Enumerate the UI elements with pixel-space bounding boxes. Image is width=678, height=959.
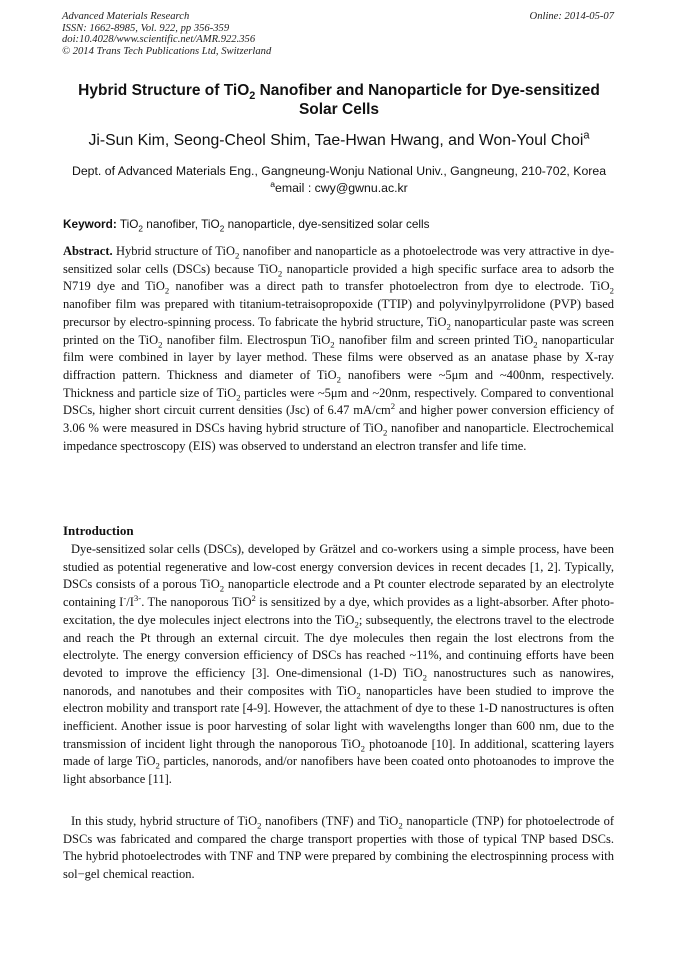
abstract-label: Abstract. <box>63 244 113 258</box>
running-header <box>62 11 614 57</box>
intro-text: ; subsequently, the electrons travel to the electrode and reach the Pt through an external circuit. The dye molecules then regain the lost electrons from the electrolyte. The energy conversion efficiency of DSCs has reached ~11%, and continuing efforts have been devoted to improve the efficiency [3]. One-dimensional (1-D) TiO <box>63 612 614 680</box>
abstract-sub: 2 <box>158 339 163 350</box>
abstract-sub: 2 <box>236 392 241 403</box>
intro-sub: 2 <box>398 820 403 831</box>
author-list <box>40 131 638 150</box>
abstract-text: nanofiber and nanoparticle as a photoelectrode was very attractive in dye-sensitized solar cells (DSCs) because TiO <box>63 244 614 276</box>
intro-sub: 2 <box>257 820 262 831</box>
intro-sub: 2 <box>155 760 160 771</box>
section-heading-introduction: Introduction <box>63 523 134 538</box>
intro-sub: 2 <box>422 672 427 683</box>
issn-line: ISSN: 1662-8985, Vol. 922, pp 356-359 <box>62 22 230 34</box>
email-text: email : cwy@gwnu.ac.kr <box>275 181 408 195</box>
keywords-text: nanofiber, TiO <box>142 217 220 231</box>
abstract-sub: 2 <box>330 339 335 350</box>
journal-name: Advanced Materials Research <box>62 11 190 22</box>
abstract-text: nanofiber film was prepared with titanium-tetraisopropoxide (TTIP) and polyvinylpyrrolidone (PVP) based precursor by electro-spinning process. To fabricate the hybrid structure, TiO <box>63 297 614 329</box>
abstract-text: nanofiber and nanoparticle. Electrochemical impedance spectroscopy (EIS) was observed to understand an electron transfer and life time. <box>63 421 614 453</box>
title-text-2: Nanofiber and Nanoparticle for Dye-sensitized Solar Cells <box>255 82 600 118</box>
email-line <box>40 180 638 196</box>
keywords-text: nanoparticle, dye-sensitized solar cells <box>224 217 430 231</box>
intro-sub: 2 <box>219 583 225 594</box>
intro-sup: - <box>123 592 127 603</box>
abstract-text: nanoparticular paste was screen printed on the TiO <box>63 314 614 347</box>
abstract-text: nanofiber film. Electrospun TiO <box>162 332 331 347</box>
keywords-sub: 2 <box>219 224 225 234</box>
intro-text: particles, nanorods, and/or nanofibers have been coated onto photoanodes to improve the light absorbance [11]. <box>63 754 614 787</box>
doi-line: doi:10.4028/www.scientific.net/AMR.922.356 <box>62 34 256 45</box>
abstract-text: Hybrid structure of TiO <box>112 244 235 258</box>
abstract-text: nanofiber film and screen printed TiO <box>334 332 534 347</box>
online-date: Online: 2014-05-07 <box>529 11 614 22</box>
abstract-text: nanofibers were ~5μm and ~400nm, respectively. Thickness and particle size of TiO <box>63 367 614 400</box>
copyright-line: © 2014 Trans Tech Publications Ltd, Switzerland <box>62 45 272 57</box>
title-subscript: 2 <box>249 90 256 103</box>
abstract-text: particles were ~5μm and ~20nm, respectively. Compared to conventional DSCs, higher short circuit current densities (Jsc) of 6.47 mA/cm <box>63 385 614 418</box>
intro-paragraph-1 <box>63 541 614 789</box>
author-mark: a <box>583 129 590 142</box>
intro-text: nanofibers (TNF) and TiO <box>261 814 399 828</box>
author-names: Ji-Sun Kim, Seong-Cheol Shim, Tae-Hwan Hwang, and Won-Youl Choi <box>88 132 584 149</box>
affiliation: Dept. of Advanced Materials Eng., Gangneung-Wonju National Univ., Gangneung, 210-702, Korea <box>71 164 607 178</box>
intro-text: nanostructures such as nanowires, nanorods, and nanotubes and their composites with TiO <box>63 665 615 698</box>
abstract-text: and higher power conversion efficiency of 3.06 % were measured in DSCs having hybrid structure of TiO <box>63 403 614 436</box>
intro-sub: 2 <box>354 619 359 630</box>
abstract <box>63 243 614 455</box>
intro-text: nanoparticles have been studied to improve the electron mobility and transport rate [4-9]. However, the attachment of dye to these 1-D nanostructures is often inefficient. Another issue is poor harvesting of solar light with wavelengths longer than 600 nm, due to the transmission of incident light through the nanoporous TiO <box>63 683 615 751</box>
intro-text: . The nanoporous TiO <box>141 595 252 610</box>
abstract-sub: 2 <box>383 427 388 438</box>
abstract-text: nanoparticle provided a high specific surface area to adsorb the N719 dye and TiO <box>63 261 614 294</box>
email-mark: a <box>270 178 276 189</box>
abstract-text: nanoparticular film were combined in layer by layer method. These films were observed as an anatase phase by X-ray diffraction pattern. Thickness and diameter of TiO <box>63 332 614 382</box>
abstract-sub: 2 <box>609 285 614 296</box>
abstract-sub: 2 <box>446 321 451 332</box>
intro-sub: 2 <box>356 690 361 701</box>
abstract-sub: 2 <box>277 268 283 279</box>
abstract-sup: 2 <box>390 401 396 412</box>
keywords-sub: 2 <box>138 224 143 234</box>
abstract-sub: 2 <box>533 339 538 350</box>
keywords-text: TiO <box>116 217 139 231</box>
abstract-sub: 2 <box>336 374 341 385</box>
intro-text: nanoparticle (TNP) for photoelectrode of DSCs was fabricated and compared the charge transport properties with those of typical TNP based DSCs. The hybrid photoelectrodes with TNF and TNP were prepared by combining the electrospinning process with sol−gel chemical reaction. <box>63 814 615 882</box>
intro-text: is sensitized by a dye, which provides as a light-absorber. After photo-excitation, the dye molecules inject electrons into the TiO <box>63 595 614 627</box>
keywords <box>63 217 614 232</box>
intro-sup: 3- <box>133 592 142 603</box>
intro-text: Dye-sensitized solar cells (DSCs), developed by Grätzel and co-workers using a simple process, have been studied as potential regenerative and low-cost energy conversion devices in recent decades [1, 2]. Typically, DSCs consists of a porous TiO <box>63 542 614 592</box>
paper-title <box>60 81 618 119</box>
intro-text: photoanode [10]. In additional, scattering layers made of large TiO <box>63 736 615 769</box>
intro-text: In this study, hybrid structure of TiO <box>71 814 258 828</box>
title-text: Hybrid Structure of TiO <box>78 82 250 99</box>
abstract-sub: 2 <box>164 285 170 296</box>
intro-sup: 2 <box>251 592 256 603</box>
intro-text: nanoparticle electrode and a Pt counter electrode separated by an electrolyte containing I <box>63 577 614 610</box>
abstract-sub: 2 <box>234 250 240 261</box>
intro-sub: 2 <box>360 743 366 754</box>
keywords-label: Keyword: <box>63 217 117 231</box>
abstract-text: nanofiber was a direct path to transfer photoelectron from dye to electrode. TiO <box>169 279 610 294</box>
intro-paragraph-2 <box>63 813 614 884</box>
intro-text: /I <box>126 595 134 610</box>
